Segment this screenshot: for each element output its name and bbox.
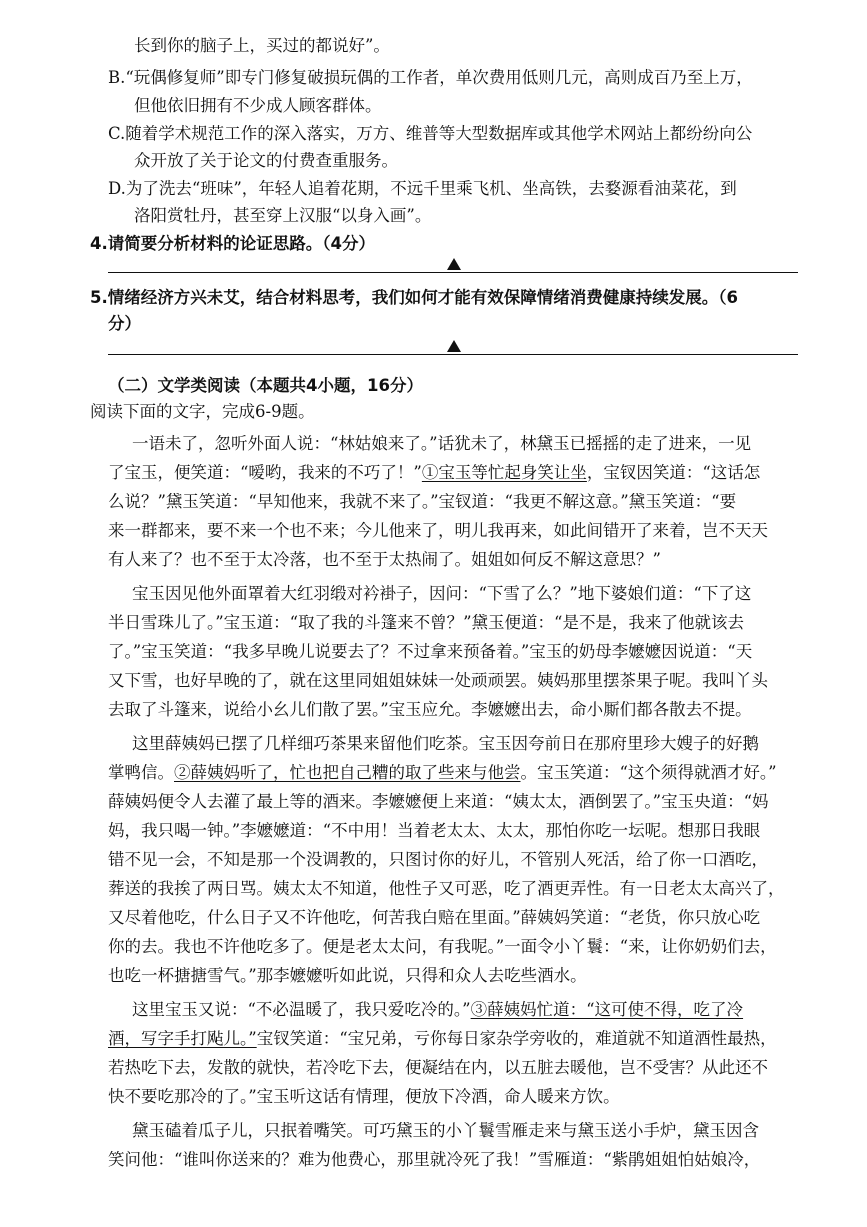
option-b-line1: B.“玩偶修复师”即专门修复破损玩偶的工作者，单次费用低则几元，高则成百乃至上万， <box>108 68 753 87</box>
underlined-sentence-1: ①宝玉等忙起身笑让坐 <box>421 463 587 482</box>
story-paragraph-3-line: 你的去。我也不许他吃多了。便是老太太问，有我呢。”一面令小丫鬟：“来，让你奶奶们去， <box>108 937 777 956</box>
story-paragraph-3-line: 薛姨妈便令人去灌了最上等的酒来。李嬷嬷便上来道：“姨太太，酒倒罢了。”宝玉央道：“妈 <box>108 792 769 811</box>
story-paragraph-2-line: 半日雪珠儿了。”宝玉道：“取了我的斗篷来不曾？”黛玉便道：“是不是，我来了他就该去 <box>108 613 744 632</box>
underlined-sentence-3-end: 酒，写字手打飐儿。” <box>108 1029 257 1048</box>
option-a-tail: 长到你的脑子上，买过的都说好”。 <box>134 36 390 55</box>
option-c-line1: C.随着学术规范工作的深入落实，万方、维普等大型数据库或其他学术网站上都纷纷向公 <box>108 124 753 143</box>
story-paragraph-1-line: 一语未了，忽听外面人说：“林姑娘来了。”话犹未了，林黛玉已摇摇的走了进来，一见 <box>132 434 752 453</box>
story-paragraph-2-line: 去取了斗篷来，说给小幺儿们散了罢。”宝玉应允。李嬷嬷出去，命小厮们都各散去不提。 <box>108 700 752 719</box>
story-paragraph-3-line: 妈，我只喝一钟。”李嬷嬷道：“不中用！当着老太太、太太，那怕你吃一坛呢。想那日我眼 <box>108 821 761 840</box>
story-paragraph-3-line: 葬送的我挨了两日骂。姨太太不知道，他性子又可恶，吃了酒更弄性。有一日老太太高兴了， <box>108 879 785 898</box>
story-text: 宝钗笑道：“宝兄弟，亏你每日家杂学旁收的，难道就不知道酒性最热， <box>256 1029 777 1048</box>
answer-triangle-marker <box>447 340 461 352</box>
option-b-line2: 但他依旧拥有不少成人顾客群体。 <box>134 96 382 115</box>
story-text: 了宝玉，便笑道：“嗳哟，我来的不巧了！” <box>108 463 422 482</box>
underlined-sentence-3: ③薛姨妈忙道：“这可使不得，吃了冷 <box>470 1000 744 1019</box>
story-paragraph-3-line: 这里薛姨妈已摆了几样细巧茶果来留他们吃茶。宝玉因夸前日在那府里珍大嫂子的好鹅 <box>132 734 759 753</box>
story-text: 掌鸭信。 <box>108 763 174 782</box>
answer-line-q5 <box>108 354 798 355</box>
story-paragraph-1-line: 有人来了？也不至于太冷落，也不至于太热闹了。姐姐如何反不解这意思？” <box>108 550 661 569</box>
story-paragraph-3-line: 也吃一杯搪搪雪气。”那李嬷嬷听如此说，只得和众人去吃些酒水。 <box>108 966 587 985</box>
story-paragraph-1-line: 么说？”黛玉笑道：“早知他来，我就不来了。”宝钗道：“我更不解这意。”黛玉笑道：“要 <box>108 492 737 511</box>
underlined-sentence-2: ②薛姨妈听了，忙也把自己糟的取了些来与他尝 <box>174 763 521 782</box>
story-text: 这里宝玉又说：“不必温暖了，我只爱吃冷的。” <box>132 1000 471 1019</box>
story-paragraph-4-line <box>132 1002 743 1019</box>
story-paragraph-2-line: 宝玉因见他外面罩着大红羽缎对衿褂子，因问：“下雪了么？”地下婆娘们道：“下了这 <box>132 584 752 603</box>
story-paragraph-5-line: 黛玉磕着瓜子儿，只抿着嘴笑。可巧黛玉的小丫鬟雪雁走来与黛玉送小手炉，黛玉因含 <box>132 1121 759 1140</box>
option-d-line1: D.为了洗去“班味”，年轻人追着花期，不远千里乘飞机、坐高铁，去婺源看油菜花，到 <box>108 179 737 198</box>
story-paragraph-2-line: 了。”宝玉笑道：“我多早晚儿说要去了？不过拿来预备着。”宝玉的奶母李嬷嬷因说道：“天 <box>108 642 753 661</box>
story-paragraph-3-line: 错不见一会，不知是那一个没调教的，只图讨你的好儿，不管别人死活，给了你一口酒吃， <box>108 850 768 869</box>
story-text: ，宝钗因笑道：“这话怎 <box>586 463 761 482</box>
story-paragraph-1-line: 来一群都来，要不来一个也不来；今儿他来了，明儿我再来，如此间错开了来着，岂不天天 <box>108 521 768 540</box>
story-paragraph-3-line <box>108 765 777 782</box>
story-paragraph-4-line: 若热吃下去，发散的就快，若冷吃下去，便凝结在内，以五脏去暖他，岂不受害？从此还不 <box>108 1058 768 1077</box>
question-5-line1: 5.情绪经济方兴未艾，结合材料思考，我们如何才能有效保障情绪消费健康持续发展。（6 <box>90 288 738 307</box>
story-paragraph-2-line: 又下雪，也好早晚的了，就在这里同姐姐妹妹一处顽顽罢。姨妈那里摆茶果子呢。我叫丫头 <box>108 671 768 690</box>
question-5-line2: 分） <box>108 314 141 333</box>
section-instruction: 阅读下面的文字，完成6-9题。 <box>90 402 315 421</box>
story-paragraph-4-line: 快不要吃那冷的了。”宝玉听这话有情理，便放下冷酒，命人暖来方饮。 <box>108 1087 620 1106</box>
story-paragraph-1-line <box>108 465 760 482</box>
story-paragraph-4-line <box>108 1031 777 1048</box>
section-header: （二）文学类阅读（本题共4小题，16分） <box>108 376 423 395</box>
story-paragraph-5-line: 笑问他：“谁叫你送来的？难为他费心，那里就冷死了我！”雪雁道：“紫鹃姐姐怕姑娘冷， <box>108 1150 761 1169</box>
story-text: 。宝玉笑道：“这个须得就酒才好。” <box>520 763 777 782</box>
answer-triangle-marker <box>447 258 461 270</box>
story-paragraph-3-line: 又尽着他吃，什么日子又不许他吃，何苦我白赔在里面。”薛姨妈笑道：“老货，你只放心吃 <box>108 908 761 927</box>
option-c-line2: 众开放了关于论文的付费查重服务。 <box>134 151 398 170</box>
option-d-line2: 洛阳赏牡丹，甚至穿上汉服“以身入画”。 <box>134 206 432 225</box>
question-4: 4.请简要分析材料的论证思路。（4分） <box>90 234 375 253</box>
answer-line-q4 <box>108 272 798 273</box>
